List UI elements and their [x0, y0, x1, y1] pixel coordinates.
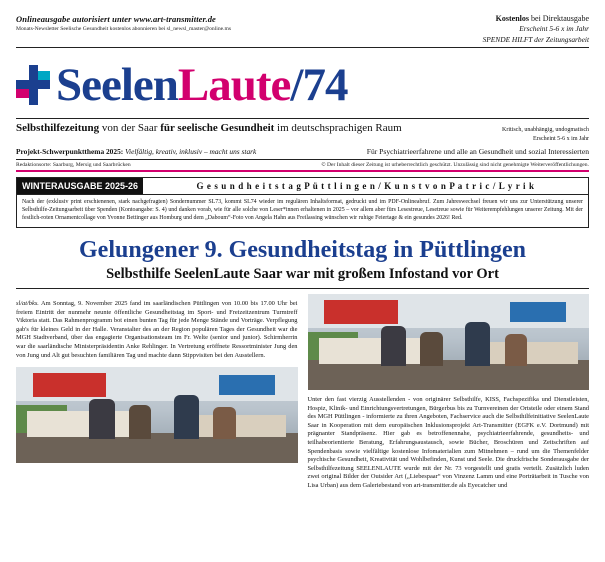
article-columns: [16, 294, 589, 497]
focus-theme-value: Vielfältig, kreativ, inklusiv – macht uns stark: [123, 147, 257, 156]
photo-person-4: [213, 407, 236, 439]
winter-issue-box: [16, 177, 589, 228]
donation-note: SPENDE HILFT der Zeitungsarbeit: [482, 35, 589, 44]
focus-theme-row: [16, 147, 589, 160]
article-column-left: [16, 294, 298, 497]
subtitle-part-1: Selbsthilfezeitung: [16, 122, 102, 134]
winter-issue-topics: G e s u n d h e i t s t a g P ü t t l i n g e n / K u n s t v o n P a t r i c / L y r i k: [196, 181, 535, 191]
subtitle-right: [502, 126, 589, 144]
winter-issue-text: Nach der (exklusiv print erschienenen, stark nachgefragten) Sondernummer SL73, kommt SL74 wieder im regulären Inhaltsformat, gedruckt und im PDF-Onlineabruf. Zum Jahreswechsel freuen wir uns zur Unterstützung unserer Selbsthilfe-Zeitungsarbeit über Spenden (Kontoangabe: S. 4) und danken vorab, wie für alle solche von Leser*innen erhaltenen in 2025 – vor allem aber fürs Lesestreue, Lesetreue sowie für Weiterempfehlungen unserer Zeitung. Mit der festlich-roten Ornamentcollage von Yvonne Bettinger aus Homburg und dem „Daboum“-Foto von Angela Hahn aus Freilassing wünschen wir ruhige Feiertage & ein gesundes 2026! Red.: [22, 199, 583, 222]
photo-blue-banner: [510, 302, 566, 322]
issue-frequency: Erscheint 5-6 x im Jahr: [533, 136, 589, 142]
price-rest: bei Direktausgabe: [529, 14, 589, 23]
article-byline: sl/at/bks.: [16, 300, 39, 307]
photo-red-banner: [33, 373, 106, 397]
article-body-1: Am Sonntag, 9. November 2025 fand im saarländischen Püttlingen von 10.00 bis 17.00 Uhr bei freiem Eintritt der nunmehr neunte öffentliche Gesundheitstag im Sport- und Freizeitzentrum Turmtreff Viktoria statt. Das Rahmenprogramm bot einen bunten Tag für jede Menge Stände und Vorträge. Verpflegung gab's für kleines Geld in der Halle. Veranstalter des an der Region populären Tages der Gesundheit war die MGH Stadtverband, über das engagierte Organisationsteam im Fr. Welte (senior und junior). Schirmherrin war die saarländische Ministerpräsidentin Anke Rehlinger. In Vertretung eröffnete Ressortminister Jung den von Jung und Alt gut besuchten familiären Tag und machte dann Stippvisiten bei den Ausstellern.: [16, 300, 298, 359]
photo-person-1: [381, 326, 406, 366]
photo-person-3: [174, 395, 199, 439]
photo-floor: [308, 360, 590, 390]
subtitle-part-4: im deutschsprachigen Raum: [277, 122, 402, 134]
cross-horizontal-bar: [16, 80, 50, 89]
article-headline: Gelungener 9. Gesundheitstag in Püttlingen: [79, 236, 526, 263]
subtitle-part-2: von der Saar: [101, 122, 161, 134]
focus-theme-label: Projekt-Schwerpunktthema 2025:: [16, 147, 124, 156]
masthead-title: [56, 60, 347, 110]
frequency-note: Erscheint 5-6 x im Jahr: [519, 24, 589, 33]
audience-note: Für Psychiatrieerfahrene und alle an Gesundheit und sozial Interessierten: [366, 147, 589, 156]
editorial-stance: Kritisch, unabhängig, undogmatisch: [502, 127, 589, 133]
winter-issue-header: [17, 178, 588, 195]
cross-cyan-block: [38, 71, 50, 80]
photo-red-banner: [324, 300, 397, 324]
photo-person-3: [465, 322, 490, 366]
editorial-locations: Redaktionsorte: Saarburg, Mersig und Saarbrücken: [16, 162, 131, 168]
cross-magenta-block: [16, 89, 29, 98]
online-edition-note: Onlineausgabe autorisiert unter www.art-transmitter.de: [16, 14, 216, 24]
copyright-note: © Der Inhalt dieser Zeitung ist urheberrechtlich geschützt. Unzulässig sind nicht genehmigte Weiterveröffentlichungen.: [321, 162, 589, 168]
masthead: [16, 54, 589, 116]
logo-seelen: Seelen: [56, 59, 178, 111]
photo-table-1: [27, 411, 140, 437]
top-strip-right: [388, 14, 589, 44]
photo-table-2: [191, 415, 287, 437]
price-bold: Kostenlos: [495, 14, 530, 23]
photo-person-1: [89, 399, 114, 439]
winter-issue-tag: WINTERAUSGABE 2025-26: [17, 178, 143, 194]
article-paragraph-2: Unter den fast vierzig Ausstellenden - von originärer Selbsthilfe, KISS, Fachspezifika und Dienstleisten, Hospiz, Klinik- und Einrichtungsvertretungen, Bürgerbus bis zu Turnvereinen der Ortsteile oder einem Stand des MGH Püttlingen - informierte zu ihren Angeboten, Fachservice auch die Selbsthilfeinitiative SeelenLaute Saar in Kooperation mit dem europäischen Inklusionsprojekt Art-Transmitter (EGFK e.V. Dortmund) mit prägnanter Standpräsenz. Hier gab es betroffenennahe, psychiatrieerfahrende, gesundheits- und teilhabeorientierte Beratung, Erfahrungsaustausch, sowie Bücher, Broschüren und Zeitschriften auf Spendenbasis sowie vielfältige kostenlose Infomaterialien zum Mitnehmen – rund um die Themenfelder psychische Gesundheit, Kreativität und Wohlbefinden, Kunst und Seele. Die druckfrische Sonderausgabe der Selbsthilfezeitung SEELENLAUTE wurde mit der Nr. 73 vorgestellt und gratis verteilt. Zusätzlich luden zwei original Bilder der Outsider Art („Liebespaar“ von Vinzenz Lamm und eine Porträtarbeit in Tusche von Lisa Urban) aus dem Galeriebestand von art-transmitter.de als Eyecatcher und: [307, 396, 589, 489]
top-strip-left: [16, 14, 377, 32]
article-subheadline: Selbsthilfe SeelenLaute Saar war mit großem Infostand vor Ort: [16, 266, 589, 289]
newsletter-note: Monats-Newsletter Seelische Gesundheit kostenlos abonnieren bei sl_newsl_master@online.ms: [16, 26, 232, 32]
article-photo-right: [308, 294, 590, 390]
photo-person-4: [505, 334, 528, 366]
publication-subtitle: [16, 122, 402, 134]
article-paragraph-1: [16, 300, 298, 360]
article-column-right: [308, 294, 590, 497]
photo-table-2: [482, 342, 578, 364]
subtitle-part-3: für seelische Gesundheit: [160, 122, 278, 134]
top-strip: [16, 14, 589, 48]
article-photo-left: [16, 367, 298, 463]
photo-floor: [16, 433, 298, 463]
photo-table-1: [319, 338, 432, 364]
subtitle-row: [16, 118, 589, 144]
photo-person-2: [129, 405, 152, 439]
focus-theme: [16, 147, 256, 156]
photo-person-2: [420, 332, 443, 366]
logo-issue-number: /74: [290, 59, 348, 111]
cross-logo-icon: [16, 65, 50, 105]
logo-laute: Laute: [177, 59, 291, 111]
price-note: [388, 14, 589, 23]
photo-blue-banner: [219, 375, 275, 395]
imprint-bar: [16, 160, 589, 172]
